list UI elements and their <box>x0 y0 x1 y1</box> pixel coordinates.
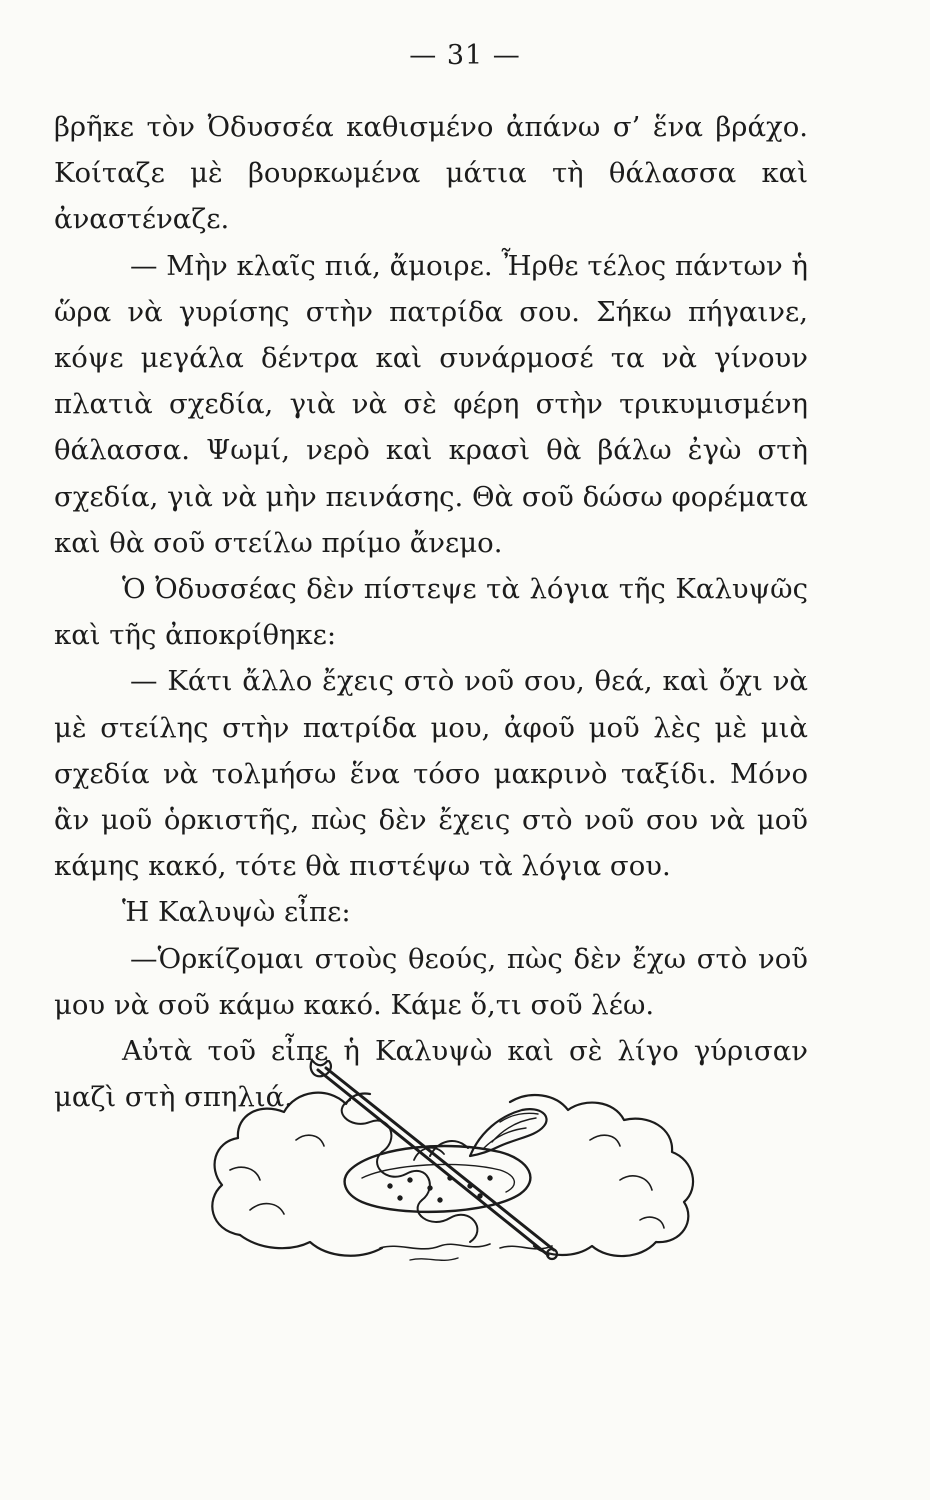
paragraph-3: Ὁ Ὀδυσσέας δὲν πίστεψε τὰ λόγια τῆς Καλυψῶς καὶ τῆς ἀποκρίθηκε: <box>54 573 808 652</box>
paragraph-1: βρῆκε τὸν Ὀδυσσέα καθισμένο ἀπάνω σ’ ἕνα βράχο. Κοίταζε μὲ βουρκωμένα μάτια τὴ θάλασσα καὶ ἀναστέναζε. <box>54 111 808 236</box>
page-number: — 31 — <box>409 40 521 71</box>
paragraph-7: Αὐτὰ τοῦ εἶπε ἡ Καλυψὼ καὶ σὲ λίγο γύρισαν μαζὶ στὴ σπηλιά. <box>54 1035 808 1114</box>
paragraph-6-dialog: —Ὁρκίζομαι στοὺς θεούς, πὼς δὲν ἔχω στὸ νοῦ μου νὰ σοῦ κάμω κακό. Κάμε ὅ,τι σοῦ λέω. <box>54 942 808 1021</box>
winged-sandal-caduceus-on-cloud-icon <box>200 1060 710 1275</box>
paragraph-4-dialog: — Κάτι ἄλλο ἔχεις στὸ νοῦ σου, θεά, καὶ ὄχι νὰ μὲ στείλης στὴν πατρίδα μου, ἀφοῦ μοῦ λὲς μὲ μιὰ σχεδία νὰ τολμήσω ἕνα τόσο μακρινὸ ταξίδι. Μόνο ἂν μοῦ ὁρκιστῆς, πὼς δὲν ἔχεις στὸ νοῦ σου νὰ μοῦ κάμης κακό, τότε θὰ πιστέψω τὰ λόγια σου. <box>54 665 808 883</box>
paragraph-2-dialog: — Μὴν κλαῖς πιά, ἄμοιρε. Ἦρθε τέλος πάντων ἡ ὥρα νὰ γυρίσης στὴν πατρίδα σου. Σήκω πήγαινε, κόψε μεγάλα δέντρα καὶ συνάρμοσέ τα νὰ γίνουν πλατιὰ σχεδία, γιὰ νὰ σὲ φέρη στὴν τρικυμισμένη θάλασσα. Ψωμί, νερὸ καὶ κρασὶ θὰ βάλω ἐγὼ στὴ σχεδία, γιὰ νὰ μὴν πεινάσης. Θὰ σοῦ δώσω φορέματα καὶ θὰ σοῦ στείλω πρίμο ἄνεμο. <box>54 249 808 559</box>
body-text <box>54 104 808 1120</box>
paragraph-5: Ἡ Καλυψὼ εἶπε: <box>122 896 351 929</box>
